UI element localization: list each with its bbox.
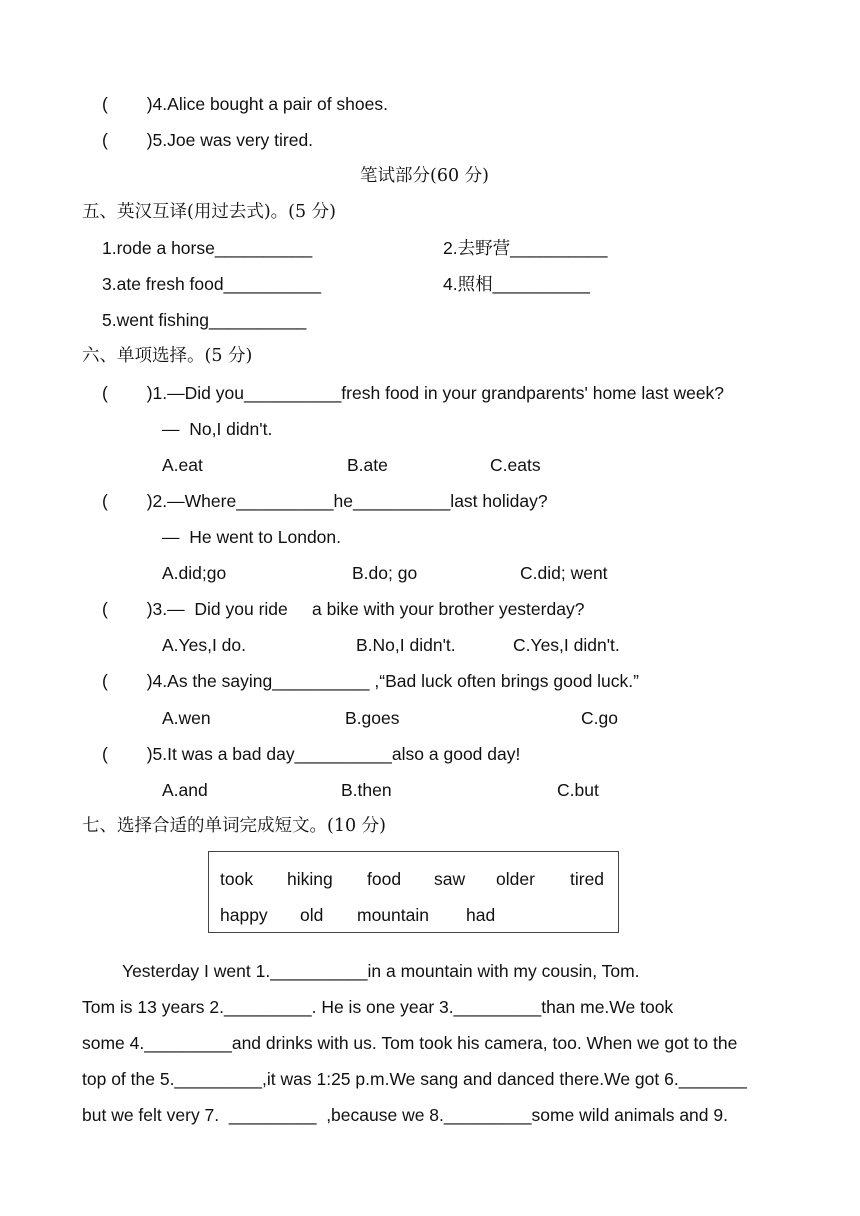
- choice-q3: ( )3.— Did you ride a bike with your brother yesterday?: [102, 599, 585, 619]
- choice-q2: ( )2.—Where__________he__________last holiday?: [102, 491, 548, 511]
- choice-q5-option-a: A.and: [162, 780, 208, 800]
- choice-q1-option-b: B.ate: [347, 455, 388, 475]
- choice-q4-option-c: C.go: [581, 708, 618, 728]
- choice-q2-option-a: A.did;go: [162, 563, 227, 583]
- choice-q3-option-b: B.No,I didn't.: [356, 635, 456, 655]
- choice-q4-option-b: B.goes: [345, 708, 400, 728]
- choice-q4-option-a: A.wen: [162, 708, 211, 728]
- passage-line-3: some 4._________and drinks with us. Tom took his camera, too. When we got to the: [82, 1033, 738, 1053]
- word-bank-word: happy: [220, 905, 268, 925]
- word-bank-word: had: [466, 905, 496, 925]
- choice-q1: ( )1.—Did you__________fresh food in your grandparents' home last week?: [102, 383, 725, 403]
- choice-q3-option-a: A.Yes,I do.: [162, 635, 246, 655]
- choice-q2-option-c: C.did; went: [520, 563, 608, 583]
- choice-q3-option-c: C.Yes,I didn't.: [513, 635, 620, 655]
- section-6-heading: 六、单项选择。(5 分): [82, 346, 253, 366]
- choice-q2-option-b: B.do; go: [352, 563, 418, 583]
- passage-line-2: Tom is 13 years 2._________. He is one year 3._________than me.We took: [82, 997, 674, 1017]
- choice-q5: ( )5.It was a bad day__________also a good day!: [102, 744, 521, 764]
- word-bank-word: tired: [570, 869, 605, 889]
- choice-q5-option-b: B.then: [341, 780, 392, 800]
- section-5-heading: 五、英汉互译(用过去式)。(5 分): [82, 202, 337, 222]
- word-bank-word: mountain: [357, 905, 429, 925]
- choice-q1-option-a: A.eat: [162, 455, 203, 475]
- word-bank-word: hiking: [287, 869, 333, 889]
- section-7-heading: 七、选择合适的单词完成短文。(10 分): [82, 816, 386, 836]
- translate-item-3: 3.ate fresh food__________: [102, 274, 321, 294]
- choice-q2-answer: — He went to London.: [162, 527, 341, 547]
- passage-line-1: Yesterday I went 1.__________in a mountain with my cousin, Tom.: [122, 961, 640, 981]
- choice-q5-option-c: C.but: [557, 780, 599, 800]
- translate-item-2: 2.去野营__________: [443, 238, 608, 258]
- listening-item-4: ( )4.Alice bought a pair of shoes.: [102, 94, 388, 114]
- choice-q1-option-c: C.eats: [490, 455, 541, 475]
- word-bank-word: older: [496, 869, 535, 889]
- translate-item-5: 5.went fishing__________: [102, 310, 307, 330]
- word-bank-word: old: [300, 905, 324, 925]
- translate-item-4: 4.照相__________: [443, 274, 590, 294]
- word-bank-box: [208, 851, 619, 933]
- passage-line-4: top of the 5._________,it was 1:25 p.m.We sang and danced there.We got 6._______: [82, 1069, 747, 1089]
- word-bank-word: food: [367, 869, 402, 889]
- word-bank-word: took: [220, 869, 254, 889]
- passage-line-5: but we felt very 7. _________ ,because we 8._________some wild animals and 9.: [82, 1105, 728, 1125]
- translate-item-1: 1.rode a horse__________: [102, 238, 313, 258]
- listening-item-5: ( )5.Joe was very tired.: [102, 130, 314, 150]
- written-section-title: 笔试部分(60 分): [360, 166, 489, 186]
- choice-q1-answer: — No,I didn't.: [162, 419, 273, 439]
- word-bank-word: saw: [434, 869, 466, 889]
- choice-q4: ( )4.As the saying__________ ,“Bad luck often brings good luck.”: [102, 671, 639, 691]
